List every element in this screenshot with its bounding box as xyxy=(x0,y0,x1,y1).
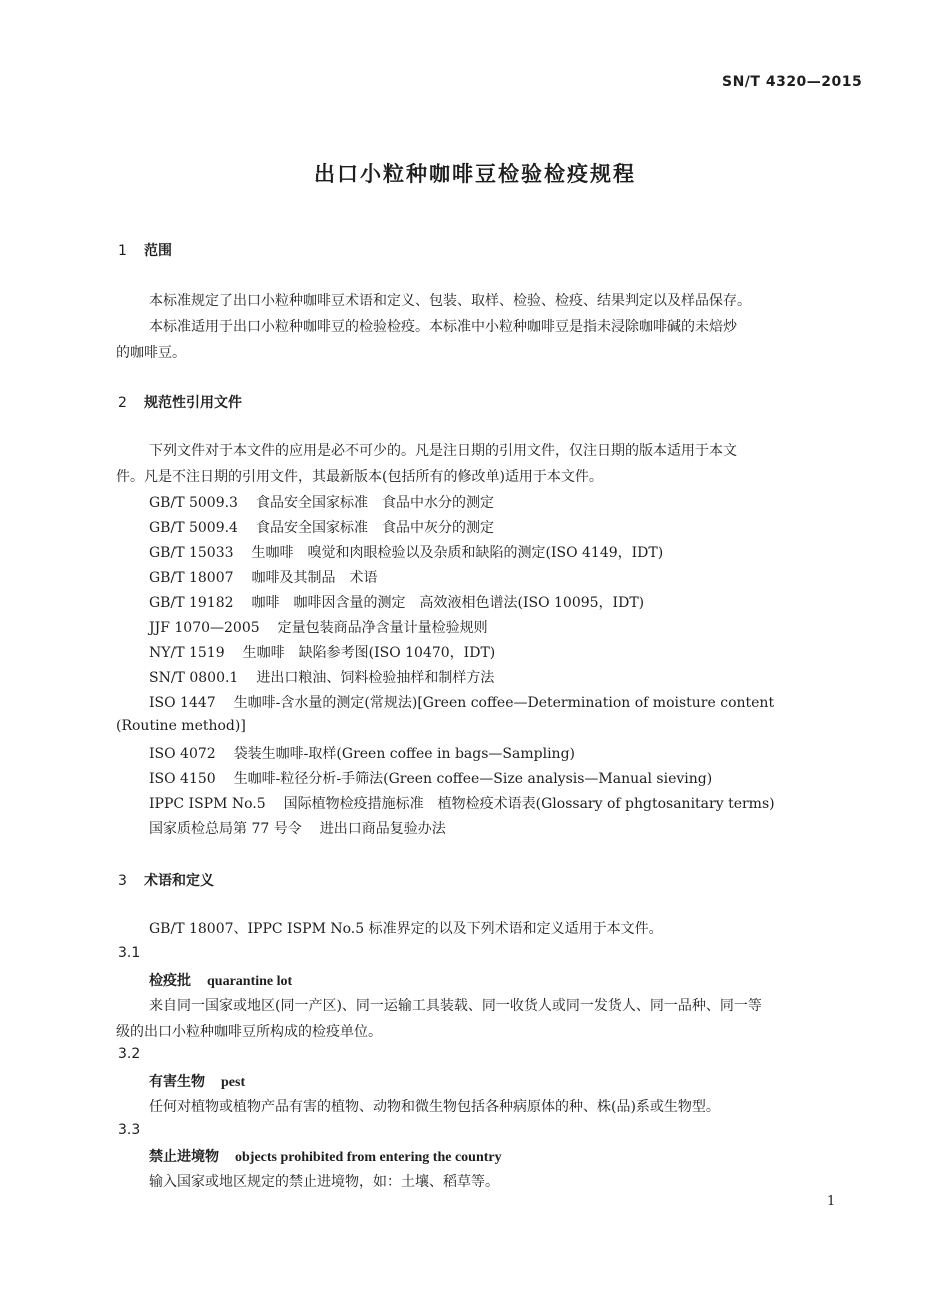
reference-code: GB/T 19182 xyxy=(149,595,234,611)
reference-item xyxy=(149,793,775,813)
term-heading xyxy=(149,1071,245,1091)
reference-item xyxy=(149,642,495,662)
term-chinese: 禁止进境物 xyxy=(149,1149,219,1165)
reference-code: JJF 1070—2005 xyxy=(149,620,260,636)
section-title: 范围 xyxy=(144,243,172,259)
reference-title: 定量包装商品净含量计量检验规则 xyxy=(277,620,488,636)
section-2-intro-line-1: 下列文件对于本文件的应用是必不可少的。凡是注日期的引用文件，仅注日期的版本适用于本文 xyxy=(149,443,737,459)
reference-code: NY/T 1519 xyxy=(149,645,225,661)
term-heading xyxy=(149,970,292,990)
term-english: objects prohibited from entering the country xyxy=(235,1150,502,1165)
reference-title: 食品安全国家标准 食品中水分的测定 xyxy=(255,495,494,511)
term-chinese: 检疫批 xyxy=(149,973,191,989)
reference-title-continuation: (Routine method)] xyxy=(116,718,246,734)
reference-title: 生咖啡 嗅觉和肉眼检验以及杂质和缺陷的测定(ISO 4149，IDT) xyxy=(251,545,664,561)
reference-item xyxy=(149,567,378,587)
term-english: pest xyxy=(221,1075,246,1090)
reference-title: 生咖啡-粒径分析-手筛法(Green coffee—Size analysis—Manual sieving) xyxy=(233,771,713,787)
reference-item xyxy=(149,818,446,838)
reference-code: ISO 4072 xyxy=(149,746,216,762)
reference-code: 国家质检总局第 77 号令 xyxy=(149,821,302,837)
section-number: 2 xyxy=(118,395,127,411)
reference-title: 进出口粮油、饲料检验抽样和制样方法 xyxy=(256,670,495,686)
reference-code: GB/T 18007 xyxy=(149,570,234,586)
reference-item xyxy=(149,542,663,562)
reference-title: 咖啡及其制品 术语 xyxy=(251,570,378,586)
reference-title: 食品安全国家标准 食品中灰分的测定 xyxy=(255,520,494,536)
reference-code: ISO 1447 xyxy=(149,695,216,711)
term-definition: 任何对植物或植物产品有害的植物、动物和微生物包括各种病原体的种、株(品)系或生物型。 xyxy=(149,1099,720,1115)
reference-item xyxy=(149,617,488,637)
reference-item xyxy=(149,492,494,512)
section-3-heading xyxy=(118,870,214,890)
section-1-paragraph-2-line-2: 的咖啡豆。 xyxy=(116,345,186,361)
reference-code: IPPC ISPM No.5 xyxy=(149,796,266,812)
reference-code: GB/T 5009.3 xyxy=(149,495,238,511)
reference-item xyxy=(149,692,774,712)
section-1-paragraph-1: 本标准规定了出口小粒种咖啡豆术语和定义、包装、取样、检验、检疫、结果判定以及样品保存。 xyxy=(149,293,751,309)
clause-number: 3.1 xyxy=(118,945,141,961)
reference-title: 袋装生咖啡-取样(Green coffee in bags—Sampling) xyxy=(233,746,575,762)
section-3-intro: GB/T 18007、IPPC ISPM No.5 标准界定的以及下列术语和定义适用于本文件。 xyxy=(149,921,663,937)
section-1-heading xyxy=(118,240,172,260)
reference-code: GB/T 5009.4 xyxy=(149,520,238,536)
reference-title: 进出口商品复验办法 xyxy=(319,821,446,837)
section-title: 规范性引用文件 xyxy=(144,395,242,411)
term-definition: 来自同一国家或地区(同一产区)、同一运输工具装载、同一收货人或同一发货人、同一品种、同一等 xyxy=(149,998,762,1014)
reference-item xyxy=(149,667,494,687)
reference-title: 生咖啡-含水量的测定(常规法)[Green coffee—Determination of moisture content xyxy=(233,695,775,711)
section-1-paragraph-2-line-1: 本标准适用于出口小粒种咖啡豆的检验检疫。本标准中小粒种咖啡豆是指未浸除咖啡碱的未焙炒 xyxy=(149,319,737,335)
reference-title: 咖啡 咖啡因含量的测定 高效液相色谱法(ISO 10095，IDT) xyxy=(251,595,645,611)
section-2-intro-line-2: 件。凡是不注日期的引用文件，其最新版本(包括所有的修改单)适用于本文件。 xyxy=(116,469,603,485)
standard-code: SN/T 4320—2015 xyxy=(722,74,863,90)
reference-code: SN/T 0800.1 xyxy=(149,670,239,686)
term-heading xyxy=(149,1146,502,1166)
section-number: 3 xyxy=(118,873,127,889)
clause-number: 3.2 xyxy=(118,1046,141,1062)
clause-number: 3.3 xyxy=(118,1122,141,1138)
document-title: 出口小粒种咖啡豆检验检疫规程 xyxy=(314,162,636,186)
term-english: quarantine lot xyxy=(207,974,293,989)
term-definition-continuation: 级的出口小粒种咖啡豆所构成的检疫单位。 xyxy=(116,1024,382,1040)
term-chinese: 有害生物 xyxy=(149,1074,205,1090)
reference-item xyxy=(149,517,494,537)
reference-item xyxy=(149,743,575,763)
reference-item xyxy=(149,592,644,612)
section-2-heading xyxy=(118,392,242,412)
section-title: 术语和定义 xyxy=(144,873,214,889)
page-number: 1 xyxy=(827,1194,836,1209)
reference-code: ISO 4150 xyxy=(149,771,216,787)
reference-code: GB/T 15033 xyxy=(149,545,234,561)
term-definition: 输入国家或地区规定的禁止进境物，如：土壤、稻草等。 xyxy=(149,1174,499,1190)
section-number: 1 xyxy=(118,243,127,259)
reference-title: 生咖啡 缺陷参考图(ISO 10470，IDT) xyxy=(242,645,496,661)
reference-title: 国际植物检疫措施标准 植物检疫术语表(Glossary of phgtosanitary terms) xyxy=(283,796,775,812)
reference-item xyxy=(149,768,712,788)
